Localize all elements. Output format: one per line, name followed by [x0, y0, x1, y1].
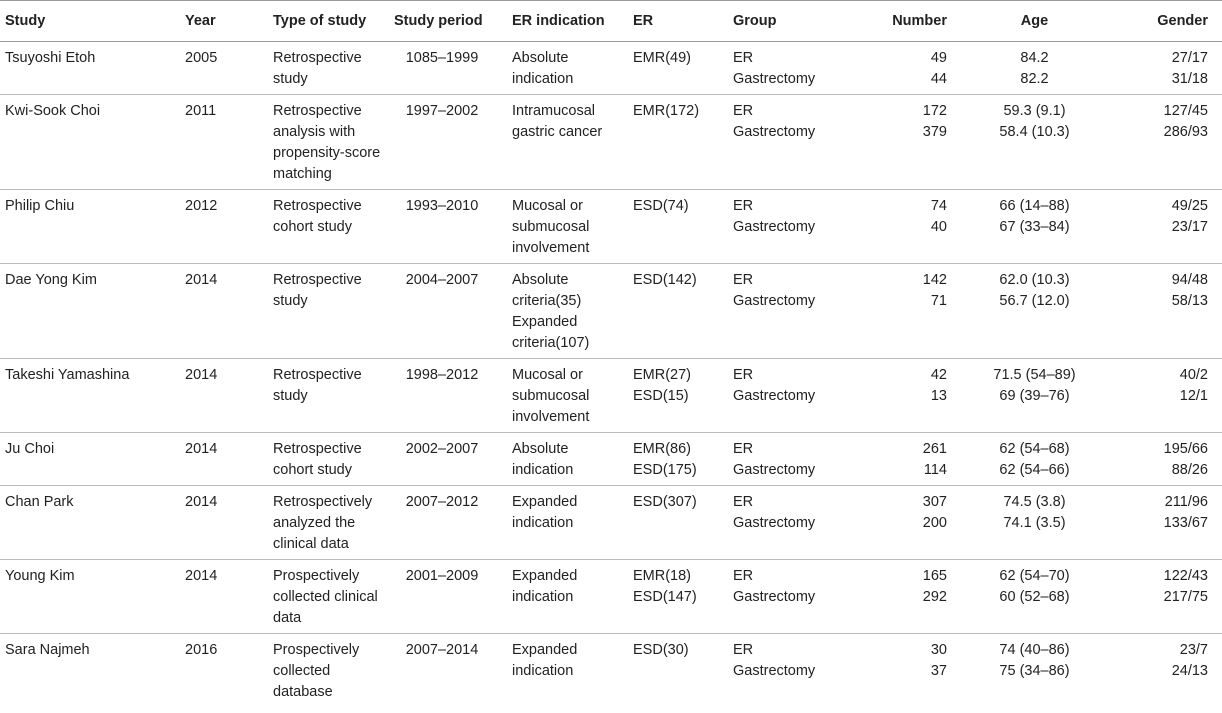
cell-type: Retrospective analysis with propensity-score matching	[269, 95, 390, 190]
cell-gender	[1112, 433, 1222, 486]
cell-study: Philip Chiu	[0, 190, 181, 264]
cell-number-line: 307	[922, 494, 947, 510]
cell-indication: Intramucosal gastric cancer	[508, 95, 629, 190]
cell-year: 2014	[181, 359, 269, 433]
cell-period: 2007–2012	[390, 486, 508, 560]
cell-period: 1998–2012	[390, 359, 508, 433]
cell-number	[870, 560, 957, 634]
cell-number-line: 74	[930, 198, 947, 214]
table-row	[0, 560, 1222, 634]
cell-type: Retrospective study	[269, 264, 390, 359]
cell-er-line: EMR(27)	[633, 367, 692, 383]
cell-er-line: EMR(86)	[633, 441, 692, 457]
cell-group	[729, 486, 870, 560]
cell-age-line: 62.0 (10.3)	[999, 272, 1070, 288]
cell-gender-line: 133/67	[1163, 515, 1208, 531]
cell-indication: Absolute indication	[508, 433, 629, 486]
cell-number-line: 379	[922, 124, 947, 140]
cell-gender-line: 195/66	[1163, 441, 1208, 457]
cell-study: Tsuyoshi Etoh	[0, 42, 181, 95]
cell-number	[870, 359, 957, 433]
cell-gender-line: 211/96	[1164, 494, 1208, 510]
cell-group-line: ER	[733, 367, 754, 383]
cell-gender-line: 27/17	[1171, 50, 1208, 66]
cell-group-line: Gastrectomy	[733, 124, 816, 140]
cell-period: 2004–2007	[390, 264, 508, 359]
cell-gender-line: 49/25	[1171, 198, 1208, 214]
cell-age	[957, 190, 1112, 264]
cell-er-line: ESD(147)	[633, 589, 697, 605]
cell-age	[957, 42, 1112, 95]
cell-type: Prospectively collected clinical data	[269, 560, 390, 634]
cell-group-line: ER	[733, 50, 754, 66]
cell-er-line: ESD(142)	[633, 272, 697, 288]
cell-year: 2014	[181, 264, 269, 359]
cell-number-line: 142	[922, 272, 947, 288]
cell-age	[957, 433, 1112, 486]
cell-group-line: Gastrectomy	[733, 388, 816, 404]
cell-study: Young Kim	[0, 560, 181, 634]
cell-group-line: Gastrectomy	[733, 219, 816, 235]
cell-gender	[1112, 42, 1222, 95]
cell-er	[629, 634, 729, 708]
cell-indication: Expanded indication	[508, 560, 629, 634]
cell-gender-line: 58/13	[1171, 293, 1208, 309]
cell-number	[870, 486, 957, 560]
cell-er-line: EMR(172)	[633, 103, 700, 119]
cell-age-line: 71.5 (54–89)	[993, 367, 1076, 383]
header-group: Group	[729, 1, 870, 42]
cell-number-line: 42	[930, 367, 947, 383]
cell-number-line: 292	[922, 589, 947, 605]
cell-age	[957, 560, 1112, 634]
cell-er-line: ESD(307)	[633, 494, 697, 510]
cell-er	[629, 359, 729, 433]
cell-er-line: EMR(49)	[633, 50, 692, 66]
cell-gender-line: 88/26	[1171, 462, 1208, 478]
cell-age-line: 66 (14–88)	[999, 198, 1070, 214]
table-row	[0, 190, 1222, 264]
cell-indication: Expanded indication	[512, 642, 578, 679]
cell-period: 2001–2009	[390, 560, 508, 634]
cell-age-line: 74.1 (3.5)	[1003, 515, 1066, 531]
table-row	[0, 634, 1222, 708]
cell-indication: Absolute criteria(35) Expanded criteria(107)	[508, 264, 629, 359]
cell-age-line: 62 (54–70)	[999, 568, 1070, 584]
header-period: Study period	[390, 1, 508, 42]
cell-gender-line: 23/7	[1179, 642, 1208, 658]
cell-group	[729, 95, 870, 190]
cell-age-line: 62 (54–66)	[999, 462, 1070, 478]
cell-number-line: 200	[922, 515, 947, 531]
cell-gender-line: 40/2	[1179, 367, 1208, 383]
cell-er-line: ESD(15)	[633, 388, 689, 404]
cell-er	[629, 486, 729, 560]
cell-number	[870, 634, 957, 708]
cell-type: Retrospective study	[269, 42, 390, 95]
header-indication: ER indication	[508, 1, 629, 42]
cell-age-line: 74.5 (3.8)	[1003, 494, 1066, 510]
cell-age-line: 69 (39–76)	[999, 388, 1070, 404]
cell-study: Takeshi Yamashina	[0, 359, 181, 433]
cell-age-line: 59.3 (9.1)	[1003, 103, 1066, 119]
cell-indication: Absolute indication	[508, 42, 629, 95]
cell-age	[957, 264, 1112, 359]
cell-type: Prospectively collected database	[273, 642, 360, 700]
header-type: Type of study	[269, 1, 390, 42]
cell-er-line: EMR(18)	[633, 568, 692, 584]
cell-study: Sara Najmeh	[5, 642, 90, 658]
cell-number-line: 261	[922, 441, 947, 457]
cell-er-line: ESD(74)	[633, 198, 689, 214]
cell-gender	[1112, 190, 1222, 264]
cell-period: 2002–2007	[390, 433, 508, 486]
cell-gender	[1112, 95, 1222, 190]
table-row	[0, 264, 1222, 359]
cell-age	[957, 634, 1112, 708]
cell-gender-line: 127/45	[1163, 103, 1208, 119]
cell-group	[729, 634, 870, 708]
cell-group-line: Gastrectomy	[733, 589, 816, 605]
table-row	[0, 433, 1222, 486]
cell-gender	[1112, 634, 1222, 708]
cell-age-line: 82.2	[1020, 71, 1049, 87]
cell-period: 1993–2010	[390, 190, 508, 264]
cell-study: Dae Yong Kim	[0, 264, 181, 359]
cell-group-line: Gastrectomy	[733, 663, 816, 679]
cell-er	[629, 190, 729, 264]
cell-group	[729, 433, 870, 486]
cell-number	[870, 264, 957, 359]
cell-number	[870, 190, 957, 264]
cell-period: 1085–1999	[390, 42, 508, 95]
cell-gender-line: 217/75	[1163, 589, 1208, 605]
cell-group	[729, 190, 870, 264]
cell-group	[729, 560, 870, 634]
cell-group-line: Gastrectomy	[733, 462, 816, 478]
cell-indication: Mucosal or submucosal involvement	[508, 359, 629, 433]
cell-er	[629, 95, 729, 190]
header-age: Age	[957, 1, 1112, 42]
cell-age	[957, 359, 1112, 433]
cell-number	[870, 95, 957, 190]
cell-group	[729, 359, 870, 433]
cell-group-line: ER	[733, 642, 754, 658]
table-row	[0, 359, 1222, 433]
cell-study: Kwi-Sook Choi	[0, 95, 181, 190]
cell-indication: Mucosal or submucosal involvement	[508, 190, 629, 264]
cell-number-line: 165	[922, 568, 947, 584]
cell-number-line: 71	[930, 293, 947, 309]
header-year: Year	[181, 1, 269, 42]
cell-number-line: 40	[930, 219, 947, 235]
cell-number-line: 13	[930, 388, 947, 404]
table-row	[0, 486, 1222, 560]
cell-year: 2014	[181, 433, 269, 486]
cell-gender-line: 286/93	[1163, 124, 1208, 140]
cell-year: 2011	[181, 95, 269, 190]
cell-study: Ju Choi	[0, 433, 181, 486]
header-er: ER	[629, 1, 729, 42]
cell-age	[957, 95, 1112, 190]
cell-group-line: ER	[733, 272, 754, 288]
cell-year: 2016	[185, 642, 218, 658]
header-gender: Gender	[1112, 1, 1222, 42]
cell-number-line: 49	[930, 50, 947, 66]
table-body	[0, 42, 1222, 708]
cell-group	[729, 42, 870, 95]
cell-group-line: Gastrectomy	[733, 71, 816, 87]
cell-gender	[1112, 264, 1222, 359]
cell-er	[629, 560, 729, 634]
cell-er	[629, 433, 729, 486]
cell-type: Retrospective cohort study	[269, 190, 390, 264]
cell-gender-line: 23/17	[1171, 219, 1208, 235]
cell-group-line: Gastrectomy	[733, 515, 816, 531]
cell-gender	[1112, 560, 1222, 634]
cell-gender	[1112, 486, 1222, 560]
cell-period: 1997–2002	[390, 95, 508, 190]
cell-period: 2007–2014	[405, 642, 479, 658]
cell-gender-line: 31/18	[1171, 71, 1208, 87]
cell-group-line: ER	[733, 568, 754, 584]
cell-number	[870, 42, 957, 95]
cell-age-line: 62 (54–68)	[999, 441, 1070, 457]
cell-age-line: 67 (33–84)	[999, 219, 1070, 235]
cell-er	[629, 264, 729, 359]
cell-year: 2014	[181, 486, 269, 560]
cell-group	[729, 264, 870, 359]
cell-year: 2012	[181, 190, 269, 264]
cell-group-line: ER	[733, 494, 754, 510]
cell-group-line: ER	[733, 441, 754, 457]
cell-age-line: 58.4 (10.3)	[999, 124, 1070, 140]
cell-type: Retrospective study	[269, 359, 390, 433]
table-row	[0, 42, 1222, 95]
cell-gender-line: 94/48	[1171, 272, 1208, 288]
cell-year: 2014	[181, 560, 269, 634]
cell-gender-line: 122/43	[1163, 568, 1208, 584]
cell-er	[629, 42, 729, 95]
cell-er-line: ESD(30)	[633, 642, 689, 658]
cell-year: 2005	[181, 42, 269, 95]
cell-type: Retrospective cohort study	[269, 433, 390, 486]
cell-gender-line: 12/1	[1179, 388, 1208, 404]
cell-age	[957, 486, 1112, 560]
cell-number-line: 114	[923, 462, 947, 478]
cell-group-line: ER	[733, 103, 754, 119]
header-row	[0, 1, 1222, 42]
cell-age-line: 75 (34–86)	[999, 663, 1070, 679]
header-study: Study	[0, 1, 181, 42]
header-number: Number	[870, 1, 957, 42]
cell-group-line: ER	[733, 198, 754, 214]
cell-gender-line: 24/13	[1171, 663, 1208, 679]
cell-number-line: 30	[930, 642, 947, 658]
cell-type: Retrospectively analyzed the clinical data	[269, 486, 390, 560]
cell-gender	[1112, 359, 1222, 433]
table-row	[0, 95, 1222, 190]
cell-number-line: 44	[930, 71, 947, 87]
cell-group-line: Gastrectomy	[733, 293, 816, 309]
cell-age-line: 84.2	[1020, 50, 1049, 66]
cell-er-line: ESD(175)	[633, 462, 697, 478]
cell-indication: Expanded indication	[508, 486, 629, 560]
cell-number	[870, 433, 957, 486]
cell-age-line: 56.7 (12.0)	[999, 293, 1070, 309]
cell-age-line: 60 (52–68)	[999, 589, 1070, 605]
cell-number-line: 172	[922, 103, 947, 119]
cell-study: Chan Park	[0, 486, 181, 560]
cell-age-line: 74 (40–86)	[999, 642, 1070, 658]
cell-number-line: 37	[930, 663, 947, 679]
